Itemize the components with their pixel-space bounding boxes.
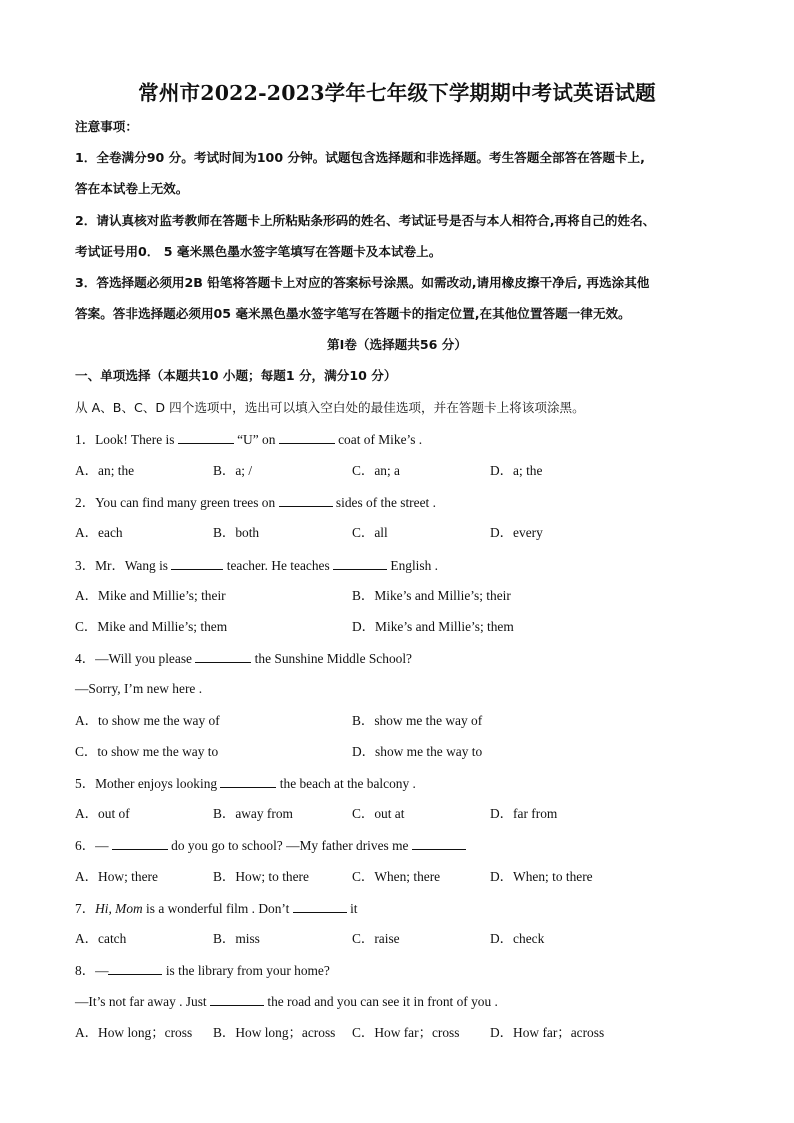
answer-blank [279,430,335,444]
option-b: B．How long；across [213,1025,336,1040]
question-text: 5．Mother enjoys looking [75,776,221,791]
part-heading: 第I卷（选择题共56 分） [327,337,467,352]
answer-blank [210,992,264,1006]
answer-blank [333,556,387,570]
option-b: B．miss [213,931,260,946]
option-d: D．every [490,525,543,540]
option-b: B．How; to there [213,869,309,884]
option-a: A．an; the [75,463,135,478]
question-text: sides of the street . [332,495,436,510]
question-5 [75,774,416,793]
option-d: D．When; to there [490,869,593,884]
option-c: C．to show me the way to [75,744,219,759]
option-b: B．Mike’s and Millie’s; their [352,588,511,603]
option-a: A．How long；cross [75,1025,193,1040]
option-a: A．out of [75,806,130,821]
question-text: coat of Mike’s . [334,432,423,447]
question-text: is a wonderful film . Don’t [142,901,293,916]
answer-blank [220,774,276,788]
section-heading: 一、单项选择（本题共10 小题；每题1 分，满分10 分） [75,368,397,383]
option-c: C．How far；cross [352,1025,460,1040]
option-c: C．out at [352,806,405,821]
option-a: A．How; there [75,869,158,884]
option-a: A．to show me the way of [75,713,220,728]
option-c: C．all [352,525,388,540]
question-text: 3．Mr．Wang is [75,558,172,573]
option-c: C．raise [352,931,400,946]
question-text: the beach at the balcony . [276,776,416,791]
question-4 [75,649,412,668]
option-c: C．When; there [352,869,441,884]
option-d: D．check [490,931,545,946]
question-text: do you go to school? —My father drives me [167,838,412,853]
question-6 [75,836,466,855]
notice-line-2: 答在本试卷上无效。 [75,181,189,196]
question-7 [75,899,358,918]
question-8 [75,961,330,980]
question-number: 7． [75,901,96,916]
question-text: is the library from your home? [162,963,330,978]
answer-blank [108,961,162,975]
question-text: the Sunshine Middle School? [251,651,413,666]
question-1 [75,430,422,449]
answer-blank [171,556,223,570]
page-title: 常州市2022-2023学年七年级下学期期中考试英语试题 [138,81,656,105]
option-d: D．show me the way to [352,744,483,759]
answer-blank [112,836,168,850]
answer-blank [293,899,347,913]
notice-heading: 注意事项： [75,119,138,134]
answer-blank [412,836,466,850]
notice-line-1: 1．全卷满分90 分。考试时间为100 分钟。试题包含选择题和非选择题。考生答题全部答在答题卡上, [75,150,645,165]
answer-blank [178,430,234,444]
question-text: 1．Look! There is [75,432,178,447]
option-d: D．a; the [490,463,543,478]
option-b: B．both [213,525,260,540]
option-a: A．each [75,525,123,540]
option-a: A．Mike and Millie’s; their [75,588,226,603]
question-text: the road and you can see it in front of you . [264,994,498,1009]
question-text: —It’s not far away . Just [75,994,210,1009]
notice-line-3: 2．请认真核对监考教师在答题卡上所粘贴条形码的姓名、考试证号是否与本人相符合,再将自己的姓名、 [75,213,656,228]
film-title: Hi, Mom [95,901,143,916]
section-instruction: 从 A、B、C、D 四个选项中，选出可以填入空白处的最佳选项，并在答题卡上将该项涂黑。 [75,400,585,415]
answer-blank [279,493,333,507]
question-2 [75,493,436,512]
option-c: C．an; a [352,463,400,478]
question-text: English . [387,558,439,573]
option-a: A．catch [75,931,127,946]
option-d: D．Mike’s and Millie’s; them [352,619,514,634]
question-text: “U” on [233,432,279,447]
notice-line-6: 答案。答非选择题必须用05 毫米黑色墨水签字笔写在答题卡的指定位置,在其他位置答题一律无效。 [75,306,631,321]
question-4-reply: —Sorry, I’m new here . [75,681,203,696]
option-d: D．far from [490,806,558,821]
question-text: 2．You can find many green trees on [75,495,279,510]
answer-blank [195,649,251,663]
option-c: C．Mike and Millie’s; them [75,619,228,634]
option-b: B．a; / [213,463,253,478]
question-8-reply [75,992,498,1011]
question-3 [75,556,438,575]
option-d: D．How far；across [490,1025,605,1040]
question-text: it [346,901,358,916]
option-b: B．away from [213,806,293,821]
question-text: 6．— [75,838,112,853]
option-b: B．show me the way of [352,713,483,728]
notice-line-5: 3．答选择题必须用2B 铅笔将答题卡上对应的答案标号涂黑。如需改动,请用橡皮擦干净后, 再选涂其他 [75,275,650,290]
notice-line-4: 考试证号用0． 5 毫米黑色墨水签字笔填写在答题卡及本试卷上。 [75,244,442,259]
question-text: 8．— [75,963,109,978]
question-text: teacher. He teaches [223,558,334,573]
question-text: 4．—Will you please [75,651,196,666]
